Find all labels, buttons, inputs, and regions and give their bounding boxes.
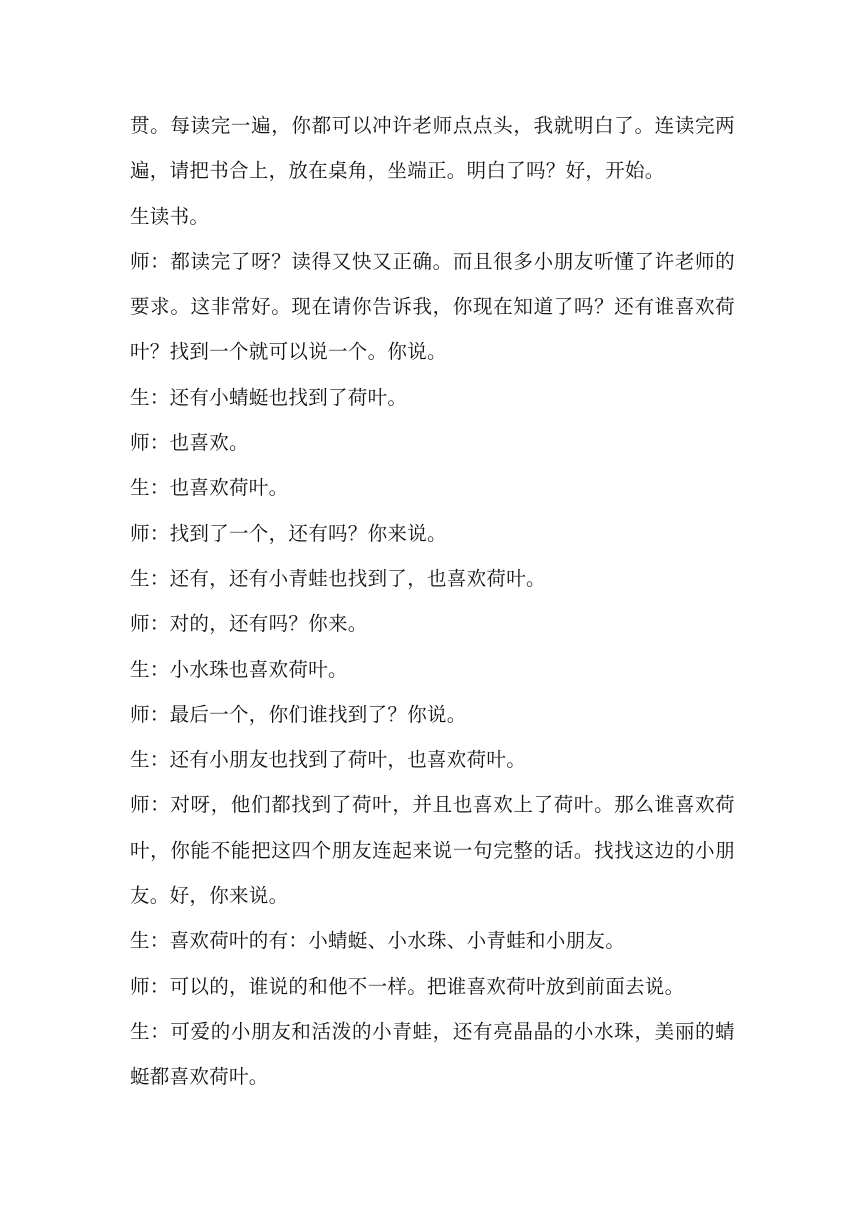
- paragraph: 贯。每读完一遍，你都可以冲许老师点点头，我就明白了。连读完两遍，请把书合上，放在桌角，坐端正。明白了吗？好，开始。: [130, 114, 735, 183]
- paragraph: 生：还有，还有小青蛙也找到了，也喜欢荷叶。: [130, 566, 546, 590]
- paragraph: 师：找到了一个，还有吗？你来说。: [130, 521, 447, 545]
- paragraph: 师：对的，还有吗？你来。: [130, 612, 368, 636]
- paragraph: 生：还有小蜻蜓也找到了荷叶。: [130, 385, 408, 409]
- paragraph: 生：小水珠也喜欢荷叶。: [130, 657, 348, 681]
- paragraph: 师：对呀，他们都找到了荷叶，并且也喜欢上了荷叶。那么谁喜欢荷叶，你能不能把这四个朋友连起来说一句完整的话。找找这边的小朋友。好，你来说。: [130, 793, 735, 908]
- paragraph: 师：可以的，谁说的和他不一样。把谁喜欢荷叶放到前面去说。: [130, 974, 685, 998]
- paragraph: 生：喜欢荷叶的有：小蜻蜓、小水珠、小青蛙和小朋友。: [130, 929, 626, 953]
- paragraph: 生读书。: [130, 204, 210, 228]
- paragraph: 师：也喜欢。: [130, 431, 249, 455]
- paragraph: 生：可爱的小朋友和活泼的小青蛙，还有亮晶晶的小水珠，美丽的蜻蜓都喜欢荷叶。: [130, 1019, 735, 1089]
- paragraph: 生：还有小朋友也找到了荷叶，也喜欢荷叶。: [130, 748, 527, 772]
- document-page: [130, 103, 735, 1100]
- paragraph: 生：也喜欢荷叶。: [130, 476, 289, 500]
- paragraph: 师：都读完了呀？读得又快又正确。而且很多小朋友听懂了许老师的要求。这非常好。现在请你告诉我，你现在知道了吗？还有谁喜欢荷叶？找到一个就可以说一个。你说。: [130, 249, 735, 364]
- paragraph: 师：最后一个，你们谁找到了？你说。: [130, 702, 467, 726]
